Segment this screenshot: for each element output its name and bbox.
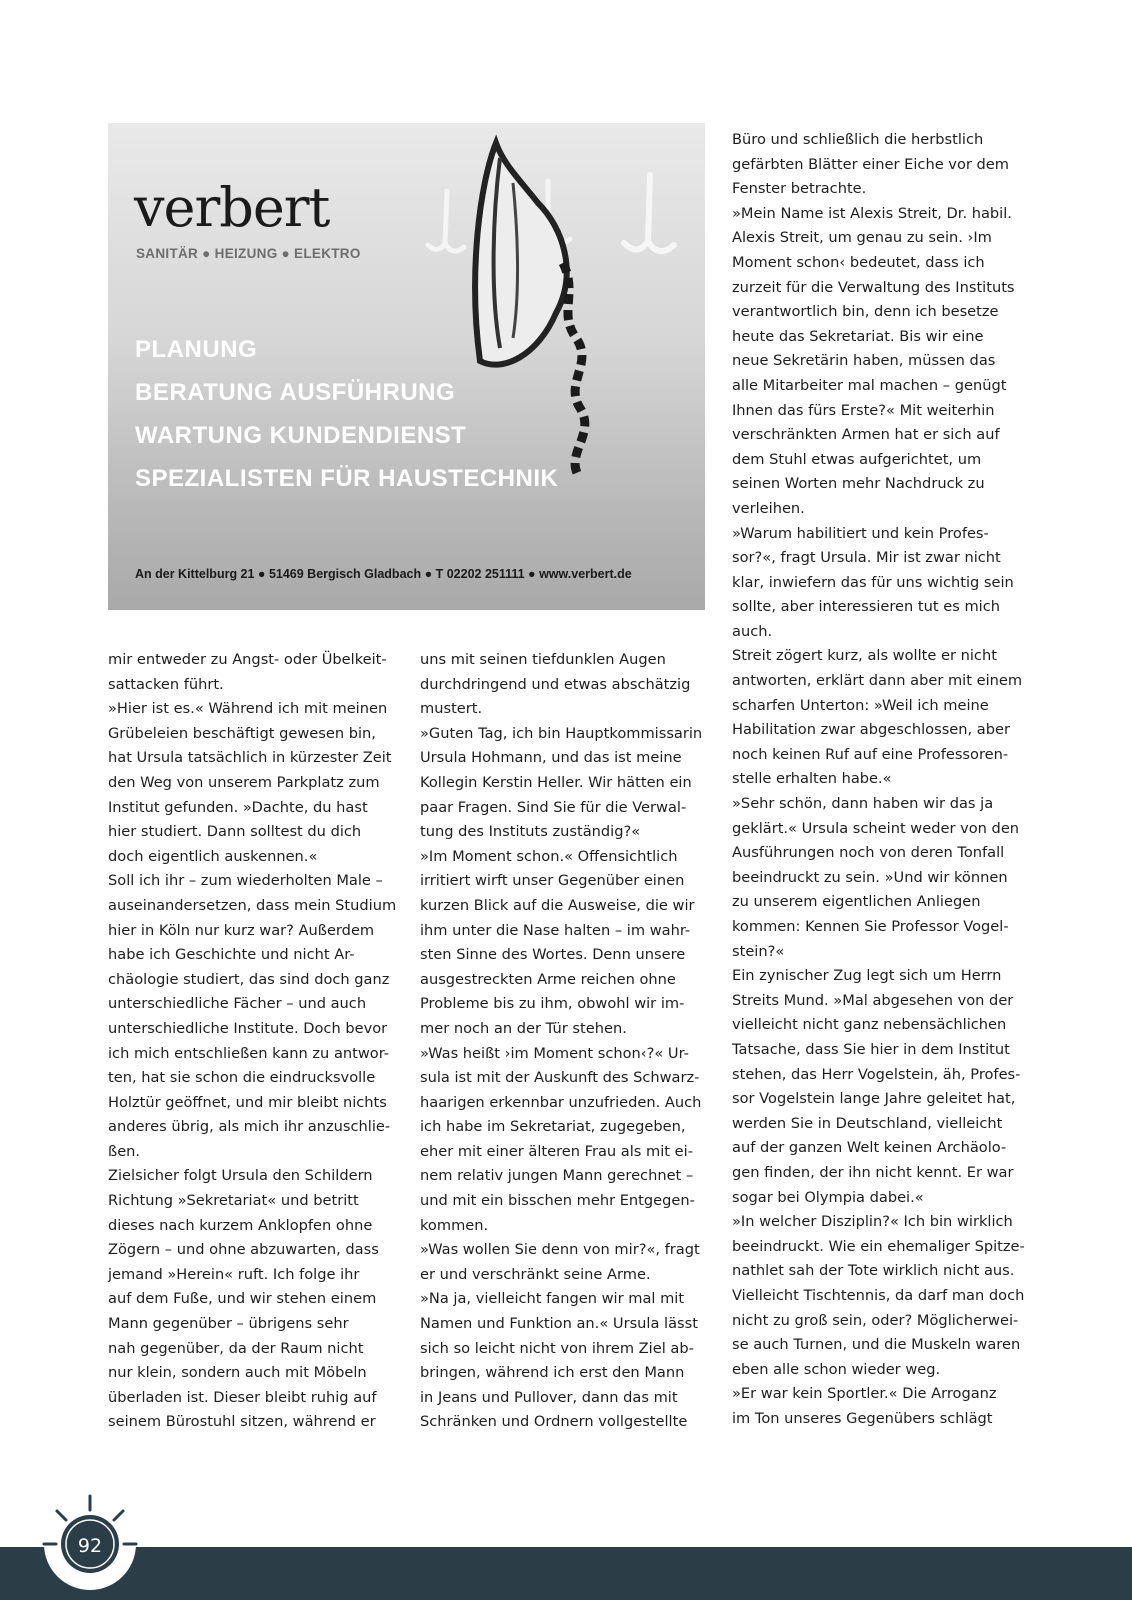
- text-line: uns mit seinen tiefdunklen Augen: [420, 651, 666, 668]
- text-line: gefärbten Blätter einer Eiche vor dem: [732, 155, 1009, 173]
- text-line: Ein zynischer Zug legt sich um Herrn: [732, 967, 1002, 985]
- text-line: sogar bei Olympia dabei.«: [732, 1188, 924, 1206]
- text-column-right: [732, 128, 1025, 1431]
- text-line: überladen ist. Dieser bleibt ruhig auf: [108, 1388, 377, 1406]
- text-line: heute das Sekretariat. Bis wir eine: [732, 327, 984, 345]
- text-line: ausgestreckten Arme reichen ohne: [420, 970, 676, 988]
- text-line: Schränken und Ordnern vollgestellte: [420, 1413, 688, 1431]
- text-line: ich mich entschließen kann zu antwor-: [108, 1044, 390, 1062]
- text-line: Alexis Streit, um genau zu sein. ›Im: [732, 229, 992, 247]
- text-line: mer noch an der Tür stehen.: [420, 1019, 627, 1037]
- text-line: unterschiedliche Fächer – und auch: [108, 995, 367, 1013]
- text-line: Namen und Funktion an.« Ursula lässt: [420, 1315, 698, 1333]
- page-number: 92: [77, 1535, 103, 1557]
- text-line: auseinandersetzen, dass mein Studium: [108, 896, 397, 914]
- text-line: tung des Instituts zuständig?«: [420, 823, 641, 841]
- text-line: stehen, das Herr Vogelstein, äh, Profes-: [732, 1065, 1021, 1083]
- footer-bar: [0, 1547, 1132, 1600]
- ad-services: [135, 328, 558, 500]
- text-line: jemand »Herein« ruft. Ich folge ihr: [108, 1265, 360, 1283]
- text-line: er und verschränkt seine Arme.: [420, 1265, 651, 1283]
- text-line: anderes übrig, als mich ihr anzuschlie-: [108, 1118, 391, 1136]
- text-line: geklärt.« Ursula scheint weder von den: [732, 819, 1020, 837]
- text-line: vielleicht nicht ganz nebensächlichen: [732, 1016, 1007, 1034]
- text-line: »In welcher Disziplin?« Ich bin wirklich: [732, 1213, 1013, 1231]
- text-line: nathlet sah der Tote wirklich nicht aus.: [732, 1262, 1015, 1280]
- text-line: sten Sinne des Wortes. Denn unsere: [420, 946, 686, 964]
- ad-service-line: WARTUNG KUNDENDIENST: [135, 422, 467, 449]
- text-line: seinem Bürostuhl sitzen, während er: [108, 1413, 376, 1431]
- text-line: »Sehr schön, dann haben wir das ja: [732, 795, 994, 813]
- text-line: verleihen.: [732, 499, 805, 517]
- text-line: sula ist mit der Auskunft des Schwarz-: [420, 1069, 700, 1087]
- text-line: ich habe im Sekretariat, zugegeben,: [420, 1118, 686, 1136]
- text-line: mir entweder zu Angst- oder Übelkeit-: [108, 651, 387, 668]
- text-line: hier in Köln nur kurz war? Außerdem: [108, 921, 375, 939]
- text-line: bringen, während ich erst den Mann: [420, 1364, 685, 1382]
- text-line: »Er war kein Sportler.« Die Arroganz: [732, 1385, 997, 1403]
- text-line: Habilitation zwar abgeschlossen, aber: [732, 721, 1010, 739]
- text-line: gen finden, der ihn nicht kennt. Er war: [732, 1163, 1014, 1181]
- text-line: werden Sie in Deutschland, vielleicht: [732, 1114, 1003, 1132]
- text-line: mustert.: [420, 700, 483, 718]
- text-line: auch.: [732, 622, 773, 640]
- text-line: auf der ganzen Welt keinen Archäolo-: [732, 1139, 1007, 1157]
- text-line: se auch Turnen, und die Muskeln waren: [732, 1336, 1021, 1354]
- text-line: Richtung »Sekretariat« und betritt: [108, 1192, 359, 1210]
- text-column-left: [108, 648, 396, 1435]
- text-line: Zögern – und ohne abzuwarten, dass: [108, 1241, 379, 1259]
- text-line: antworten, erklärt dann aber mit einem: [732, 672, 1023, 690]
- text-line: irritiert wirft unser Gegenüber einen: [420, 872, 685, 890]
- text-line: neue Sekretärin haben, müssen das: [732, 352, 996, 370]
- text-line: eben alle schon wieder weg.: [732, 1360, 941, 1378]
- text-line: verantwortlich bin, denn ich besetze: [732, 303, 999, 321]
- text-line: im Ton unseres Gegenübers schlägt: [732, 1409, 993, 1427]
- text-line: »Guten Tag, ich bin Hauptkommissarin: [420, 724, 703, 742]
- text-line: haarigen erkennbar unzufrieden. Auch: [420, 1093, 702, 1111]
- text-line: sollte, aber interessieren tut es mich: [732, 598, 1000, 616]
- advertisement-verbert: [108, 123, 705, 610]
- text-line: Fenster betrachte.: [732, 180, 867, 198]
- text-line: Streits Mund. »Mal abgesehen von der: [732, 991, 1014, 1009]
- ad-service-line: BERATUNG AUSFÜHRUNG: [135, 379, 456, 406]
- text-line: seinen Worten mehr Nachdruck zu: [732, 475, 985, 493]
- text-line: verschränkten Armen hat er sich auf: [732, 426, 1000, 444]
- text-line: »Na ja, vielleicht fangen wir mal mit: [420, 1290, 685, 1308]
- text-line: Büro und schließlich die herbstlich: [732, 131, 984, 148]
- text-line: Vielleicht Tischtennis, da darf man doch: [732, 1286, 1025, 1304]
- text-line: Grübeleien beschäftigt gewesen bin,: [108, 724, 376, 742]
- ad-tagline: SANITÄR ● HEIZUNG ● ELEKTRO: [136, 246, 361, 261]
- text-line: beeindruckt zu sein. »Und wir können: [732, 868, 1008, 886]
- text-line: hier studiert. Dann solltest du dich: [108, 823, 362, 841]
- text-line: zu unserem eigentlichen Anliegen: [732, 893, 981, 911]
- text-line: unterschiedliche Institute. Doch bevor: [108, 1019, 388, 1037]
- text-line: noch keinen Ruf auf eine Professoren-: [732, 745, 1009, 763]
- text-line: ihm unter die Nase halten – im wahr-: [420, 921, 691, 939]
- ad-service-line: PLANUNG: [135, 336, 258, 363]
- text-line: Kollegin Kerstin Heller. Wir hätten ein: [420, 773, 692, 791]
- text-line: dem Stuhl etwas aufgerichtet, um: [732, 450, 982, 468]
- text-line: hat Ursula tatsächlich in kürzester Zeit: [108, 749, 392, 767]
- text-line: »Mein Name ist Alexis Streit, Dr. habil.: [732, 204, 1012, 222]
- text-line: Ihnen das fürs Erste?« Mit weiterhin: [732, 401, 995, 419]
- text-line: sor Vogelstein lange Jahre geleitet hat,: [732, 1090, 1016, 1108]
- text-line: Ursula Hohmann, und das ist meine: [420, 749, 682, 767]
- text-line: nur klein, sondern auch mit Möbeln: [108, 1364, 367, 1382]
- text-line: chäologie studiert, das sind doch ganz: [108, 970, 390, 988]
- text-line: stein?«: [732, 942, 785, 960]
- text-line: »Hier ist es.« Während ich mit meinen: [108, 700, 388, 718]
- text-line: Zielsicher folgt Ursula den Schildern: [108, 1167, 373, 1185]
- text-line: kommen.: [420, 1216, 489, 1234]
- text-line: Soll ich ihr – zum wiederholten Male –: [108, 872, 383, 890]
- text-line: Mann gegenüber – übrigens sehr: [108, 1315, 349, 1333]
- text-line: sor?«, fragt Ursula. Mir ist zwar nicht: [732, 549, 1001, 567]
- ad-service-line: SPEZIALISTEN FÜR HAUSTECHNIK: [135, 465, 559, 492]
- text-line: habe ich Geschichte und nicht Ar-: [108, 946, 355, 964]
- text-line: Ausführungen noch von deren Tonfall: [732, 844, 1005, 862]
- text-line: scharfen Unterton: »Weil ich meine: [732, 696, 989, 714]
- text-line: dieses nach kurzem Anklopfen ohne: [108, 1216, 373, 1234]
- text-line: sich so leicht nicht von ihrem Ziel ab-: [420, 1339, 694, 1357]
- text-line: Holztür geöffnet, und mir bleibt nichts: [108, 1093, 387, 1111]
- text-line: den Weg von unserem Parkplatz zum: [108, 773, 380, 791]
- text-line: nicht zu groß sein, oder? Möglicherwei-: [732, 1311, 1019, 1329]
- text-line: stelle erhalten habe.«: [732, 770, 892, 788]
- text-line: klar, inwiefern das für uns wichtig sein: [732, 573, 1014, 591]
- text-line: in Jeans und Pullover, dann das mit: [420, 1388, 678, 1406]
- text-line: Institut gefunden. »Dachte, du hast: [108, 798, 368, 816]
- text-line: »Was heißt ›im Moment schon‹?« Ur-: [420, 1044, 689, 1062]
- text-line: »Im Moment schon.« Offensichtlich: [420, 847, 678, 865]
- text-line: Probleme bis zu ihm, obwohl wir im-: [420, 995, 685, 1013]
- text-line: nem relativ jungen Mann gerechnet –: [420, 1167, 694, 1185]
- text-line: kommen: Kennen Sie Professor Vogel-: [732, 918, 1009, 935]
- text-line: ßen.: [108, 1142, 141, 1160]
- text-line: Tatsache, dass Sie hier in dem Institut: [732, 1040, 1010, 1058]
- text-line: Moment schon‹ bedeutet, dass ich: [732, 253, 985, 271]
- text-line: alle Mitarbeiter mal machen – genügt: [732, 376, 1007, 394]
- text-line: »Warum habilitiert und kein Profes-: [732, 524, 989, 542]
- text-line: nah gegenüber, da der Raum nicht: [108, 1339, 364, 1357]
- ad-contact-line: An der Kittelburg 21 ● 51469 Bergisch Gladbach ● T 02202 251111 ● www.verbert.de: [135, 567, 632, 581]
- text-line: kurzen Blick auf die Ausweise, die wir: [420, 896, 695, 914]
- text-line: zurzeit für die Verwaltung des Instituts: [732, 278, 1015, 296]
- text-line: durchdringend und etwas abschätzig: [420, 675, 691, 693]
- text-column-middle: [420, 648, 702, 1435]
- text-line: auf dem Fuße, und wir stehen einem: [108, 1290, 377, 1308]
- text-line: paar Fragen. Sind Sie für die Verwal-: [420, 798, 687, 816]
- text-line: beeindruckt. Wie ein ehemaliger Spitze-: [732, 1237, 1025, 1255]
- text-line: ten, hat sie schon die eindrucksvolle: [108, 1069, 376, 1087]
- text-line: eher mit einer älteren Frau als mit ei-: [420, 1142, 693, 1160]
- page-number-badge: [40, 1490, 140, 1595]
- verbert-logo: verbert: [134, 176, 330, 239]
- text-line: doch eigentlich auskennen.«: [108, 847, 318, 865]
- text-line: und mit ein bisschen mehr Entgegen-: [420, 1192, 695, 1210]
- text-line: »Was wollen Sie denn von mir?«, fragt: [420, 1241, 700, 1259]
- text-line: sattacken führt.: [108, 675, 224, 693]
- text-line: Streit zögert kurz, als wollte er nicht: [732, 647, 997, 665]
